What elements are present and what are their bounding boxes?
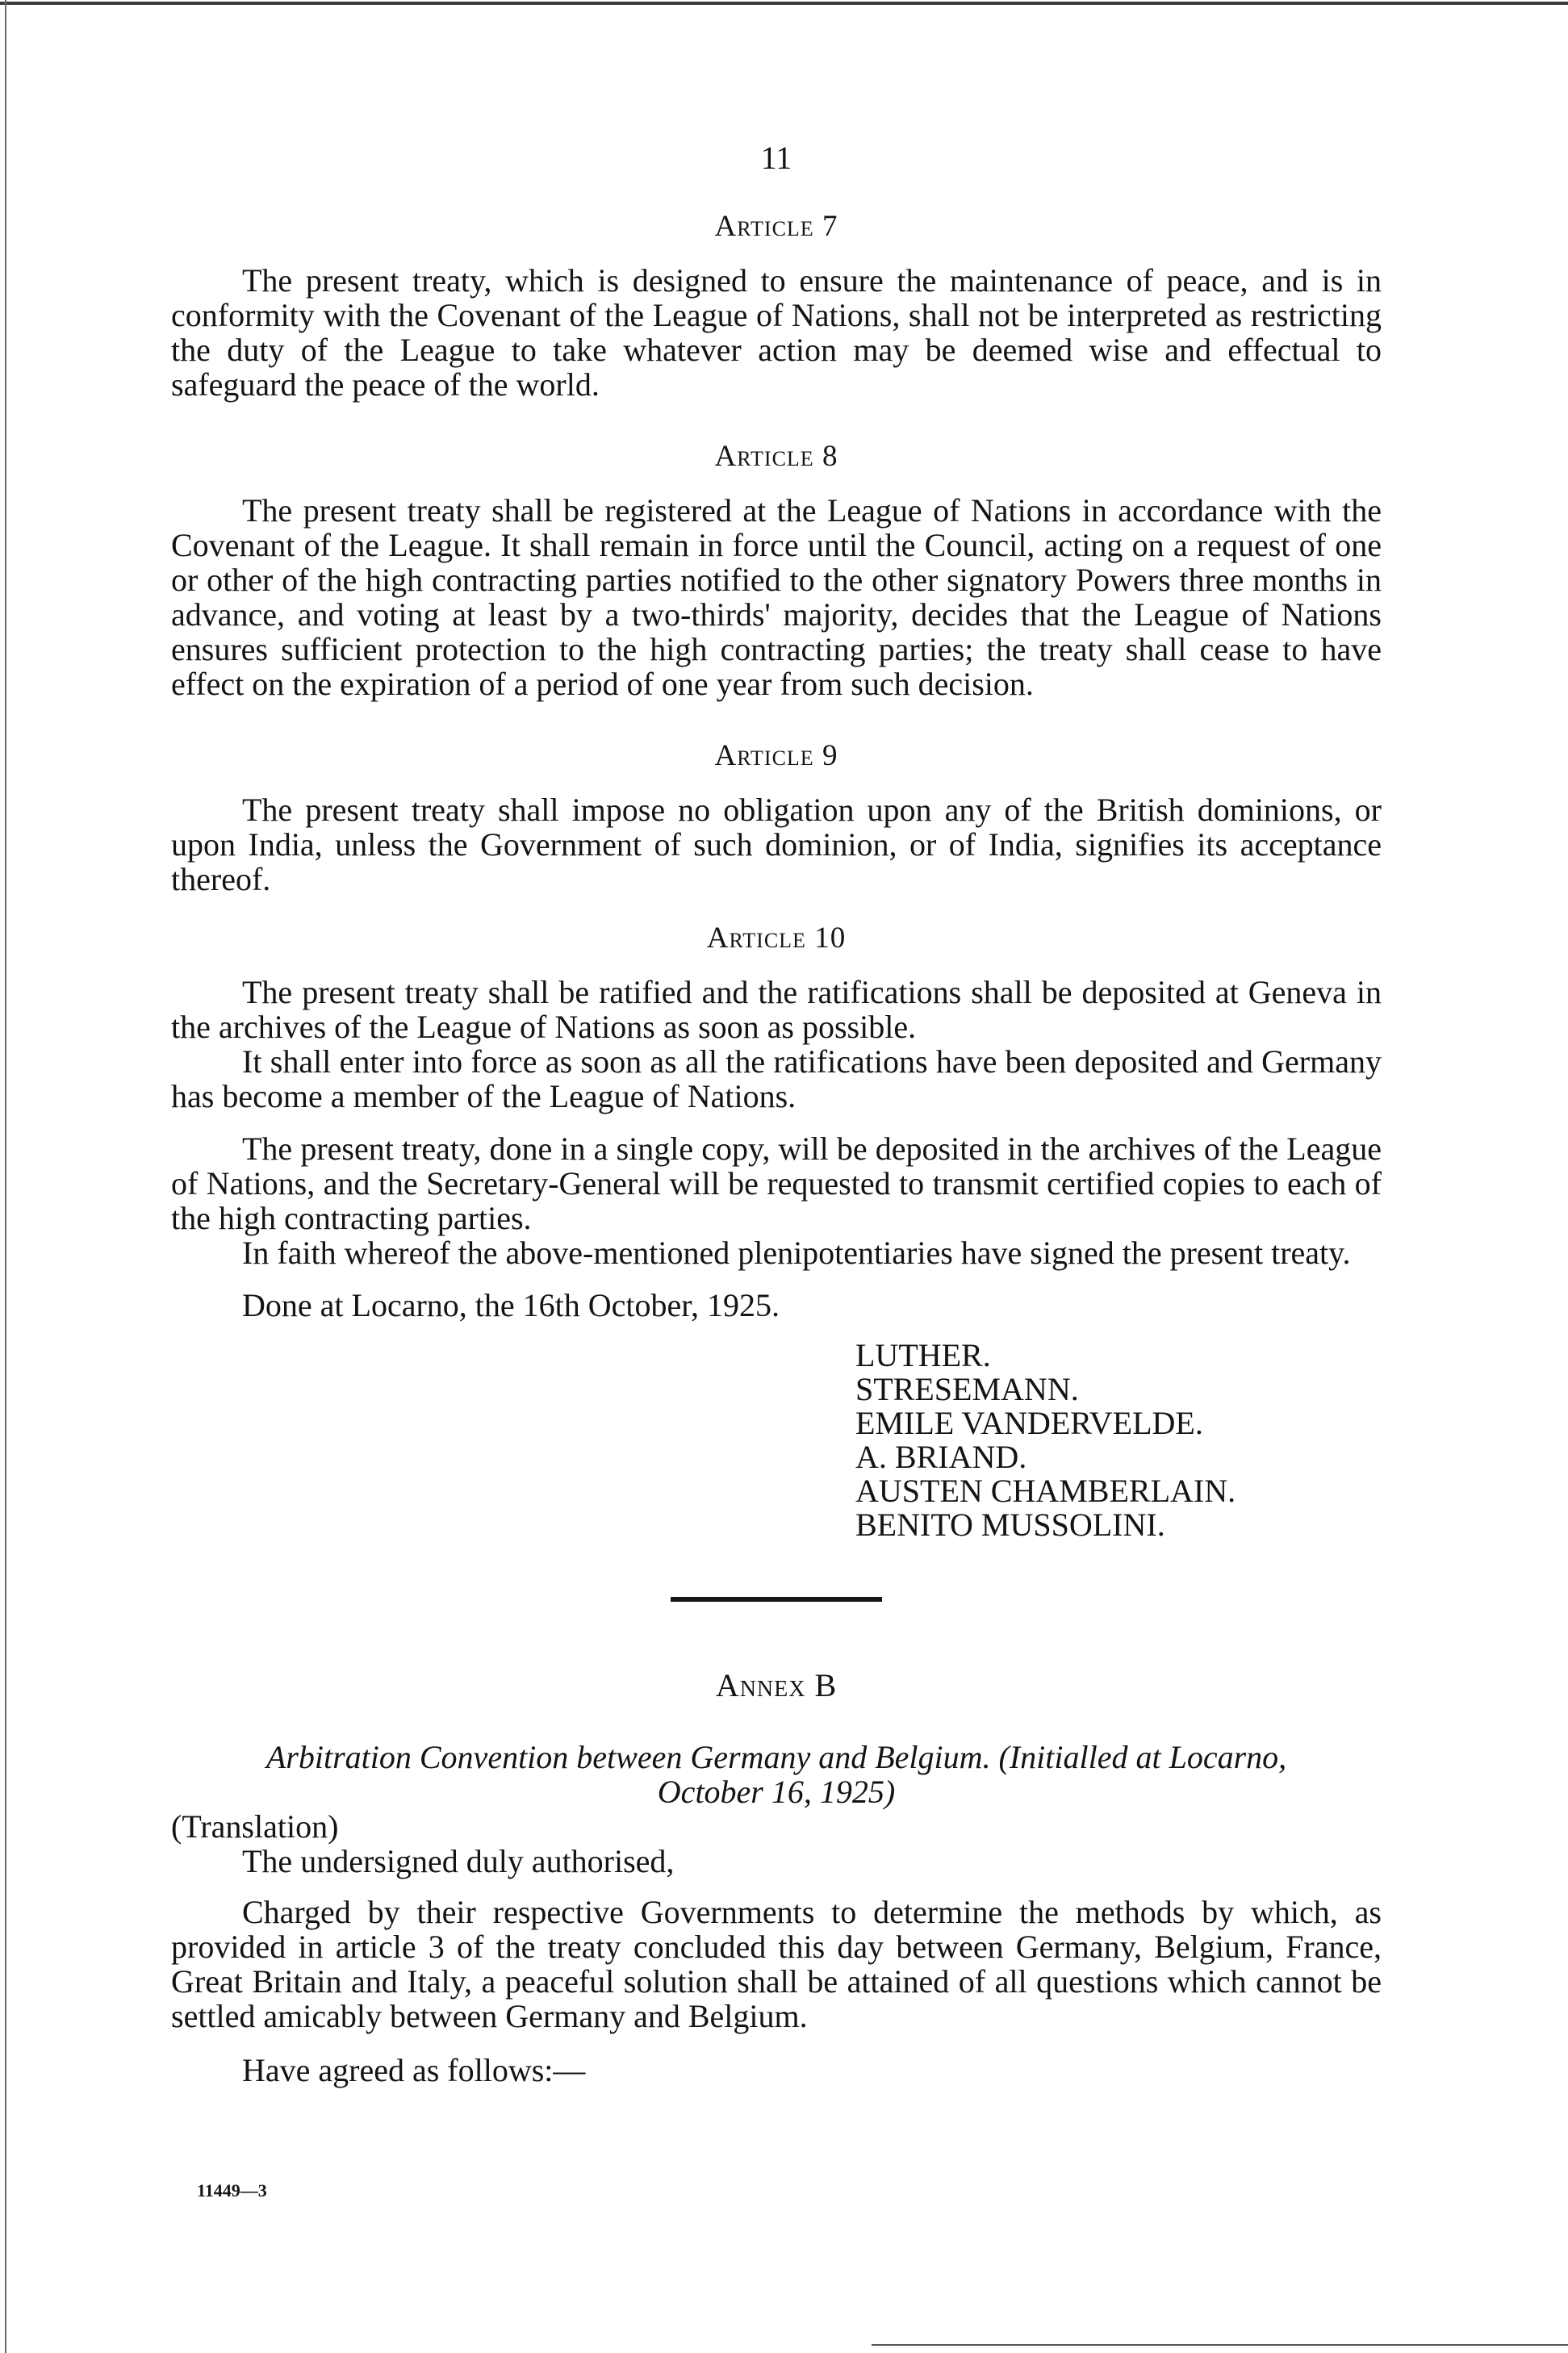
done-at-line: Done at Locarno, the 16th October, 1925. <box>242 1287 780 1323</box>
page-number: 11 <box>760 140 792 176</box>
signatory-name: A. BRIAND. <box>855 1439 1027 1475</box>
annex-opening: The undersigned duly authorised, <box>242 1843 675 1879</box>
translation-note: (Translation) <box>171 1808 339 1845</box>
signatory-name: EMILE VANDERVELDE. <box>855 1405 1203 1441</box>
signatory-name: LUTHER. <box>855 1337 991 1373</box>
signatory-list <box>855 1339 1382 1542</box>
page-content <box>171 139 1382 2088</box>
article-8-paragraph: The present treaty shall be registered at the League of Nations in accordance with the Covenant of the League. It shall remain in force until the Council, acting on a request of one or other of the high contracting parties notified to the other signatory Powers three months in advance, and voting at least by a two-thirds' majority, decides that the League of Nations ensures sufficient protection to the high contracting parties; the treaty shall cease to have effect on the expiration of a period of one year from such decision. <box>171 492 1382 702</box>
annex-subtitle-line-2: October 16, 1925) <box>657 1774 896 1810</box>
article-7-heading <box>171 209 1382 244</box>
article-10-paragraph-3: The present treaty, done in a single copy, will be deposited in the archives of the League of Nations, and the Secretary-General will be requested to transmit certified copies to each of the high contracting parties. <box>171 1131 1382 1236</box>
article-10-paragraph-4: In faith whereof the above-mentioned plenipotentiaries have signed the present treaty. <box>242 1235 1351 1271</box>
annex-subtitle-line-1: Arbitration Convention between Germany and Belgium. (Initialled at Locarno, <box>266 1739 1287 1775</box>
article-10-heading <box>171 921 1382 955</box>
section-divider-rule <box>671 1597 882 1602</box>
article-9-paragraph: The present treaty shall impose no obligation upon any of the British dominions, or upon India, unless the Government of such dominion, or of India, signifies its acceptance thereof. <box>171 792 1382 897</box>
scan-edge-top <box>0 2 1568 5</box>
annex-body-paragraph: Charged by their respective Governments to determine the methods by which, as provided in article 3 of the treaty concluded this day between Germany, Belgium, France, Great Britain and Italy, a peaceful solution shall be attained of all questions which cannot be settled amicably between Germany and Belgium. <box>171 1894 1382 2034</box>
article-10-paragraph-1: The present treaty shall be ratified and the ratifications shall be deposited at Geneva in the archives of the League of Nations as soon as possible. <box>171 974 1382 1045</box>
article-heading-number: 8 <box>822 440 838 473</box>
printer-code: 11449—3 <box>197 2180 267 2200</box>
annex-title: Annex B <box>715 1667 838 1703</box>
scan-edge-bottom <box>872 2344 1568 2346</box>
signatory-name: AUSTEN CHAMBERLAIN. <box>855 1473 1236 1509</box>
scan-edge-left <box>5 0 6 2353</box>
article-heading-number: 9 <box>822 739 838 772</box>
article-9-heading <box>171 738 1382 773</box>
article-heading-number: 10 <box>814 922 847 955</box>
article-heading-word: Article <box>706 922 806 955</box>
signatory-name: BENITO MUSSOLINI. <box>855 1507 1165 1543</box>
article-heading-word: Article <box>714 210 814 243</box>
article-7-paragraph: The present treaty, which is designed to ensure the maintenance of peace, and is in conformity with the Covenant of the League of Nations, shall not be interpreted as restricting the duty of the League to take whatever action may be deemed wise and effectual to safeguard the peace of the world. <box>171 262 1382 403</box>
annex-closing: Have agreed as follows:— <box>242 2052 586 2088</box>
article-heading-word: Article <box>714 440 814 473</box>
signatory-name: STRESEMANN. <box>855 1371 1079 1407</box>
article-heading-number: 7 <box>822 210 838 243</box>
article-10-paragraph-2: It shall enter into force as soon as all the ratifications have been deposited and Germany has become a member of the League of Nations. <box>171 1043 1382 1114</box>
article-8-heading <box>171 439 1382 474</box>
article-heading-word: Article <box>714 739 814 772</box>
